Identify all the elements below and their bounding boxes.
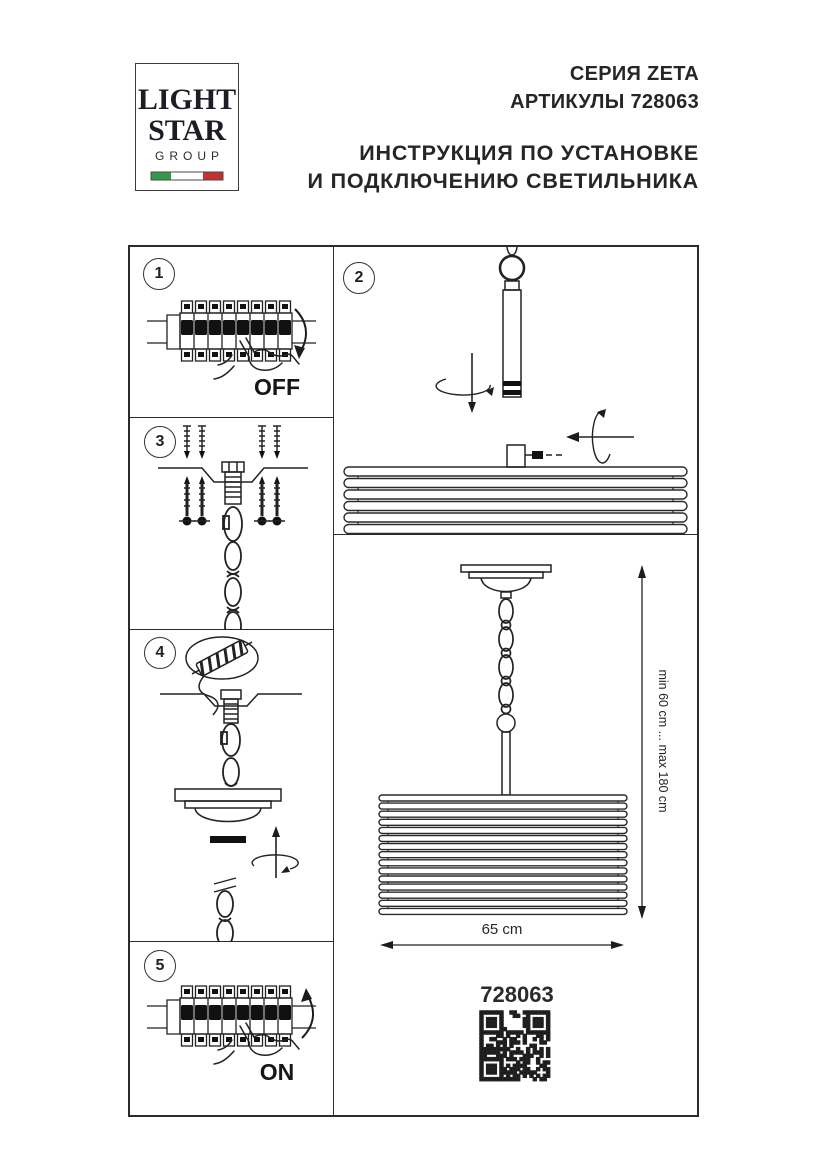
on-label: ON bbox=[259, 1059, 295, 1085]
step3-number-badge: 3 bbox=[144, 426, 176, 458]
height-dimension-label: min 60 cm ... max 180 cm bbox=[656, 669, 670, 813]
ball-joint bbox=[497, 714, 515, 732]
shade-slats bbox=[379, 795, 627, 914]
curved-arrow-up-icon bbox=[301, 988, 313, 1038]
ceiling-canopy bbox=[461, 565, 551, 598]
curved-arrow-down-icon bbox=[294, 309, 306, 359]
step2-panel bbox=[334, 247, 697, 535]
shade-fitting bbox=[507, 445, 564, 467]
qr-code bbox=[480, 1011, 550, 1081]
dimensions-panel bbox=[334, 535, 697, 1115]
lightstar-logo bbox=[135, 63, 239, 191]
rotation-arrow-left-icon bbox=[566, 409, 634, 463]
logo-word-light: LIGHT bbox=[137, 83, 237, 116]
step4-number-badge: 4 bbox=[144, 637, 176, 669]
width-dimension-label: 65 cm bbox=[481, 921, 523, 938]
off-label: OFF bbox=[254, 374, 300, 400]
logo-word-group: GROUP bbox=[154, 149, 224, 163]
wiring-detail-balloon bbox=[186, 636, 258, 715]
logo-word-star: STAR bbox=[148, 114, 226, 147]
screws-above bbox=[183, 426, 281, 459]
screws-below bbox=[179, 476, 285, 526]
step5-panel bbox=[130, 942, 334, 1115]
width-dimension bbox=[380, 941, 624, 949]
mounting-bracket bbox=[158, 468, 308, 482]
chain-lower bbox=[214, 878, 236, 942]
suspension-rod bbox=[500, 247, 524, 397]
rotation-arrow-down-icon bbox=[436, 353, 494, 413]
pendant-dimensions-diagram bbox=[334, 535, 697, 1115]
article-number: 728063 bbox=[480, 982, 554, 1007]
step3-panel bbox=[130, 418, 334, 630]
header bbox=[308, 60, 699, 195]
canopy-assembly-illustration bbox=[130, 630, 334, 942]
doc-title-line1: ИНСТРУКЦИЯ ПО УСТАНОВКЕ bbox=[359, 141, 699, 165]
pointing-hand-icon bbox=[214, 338, 299, 379]
doc-title-line2: И ПОДКЛЮЧЕНИЮ СВЕТИЛЬНИКА bbox=[307, 169, 699, 193]
chain bbox=[499, 599, 513, 714]
article-title: АРТИКУЛЫ 728063 bbox=[510, 91, 699, 113]
step5-number-badge: 5 bbox=[144, 950, 176, 982]
height-dimension bbox=[638, 565, 646, 919]
ceiling-canopy bbox=[175, 789, 281, 822]
pointing-hand-icon bbox=[214, 1023, 299, 1064]
rotation-arrow-up-icon bbox=[252, 826, 298, 878]
step4-panel bbox=[130, 630, 334, 942]
chain bbox=[221, 724, 240, 786]
step2-number-badge: 2 bbox=[343, 262, 375, 294]
shade-slats bbox=[344, 467, 687, 534]
rod-and-shade-illustration bbox=[334, 247, 697, 535]
rod bbox=[502, 732, 510, 795]
step1-panel bbox=[130, 247, 334, 418]
italian-flag-icon bbox=[136, 168, 238, 186]
series-title: СЕРИЯ ZETA bbox=[569, 63, 699, 85]
set-screw-bar bbox=[210, 836, 246, 843]
chain bbox=[223, 507, 242, 630]
instruction-grid bbox=[128, 245, 699, 1117]
step1-number-badge: 1 bbox=[143, 258, 175, 290]
